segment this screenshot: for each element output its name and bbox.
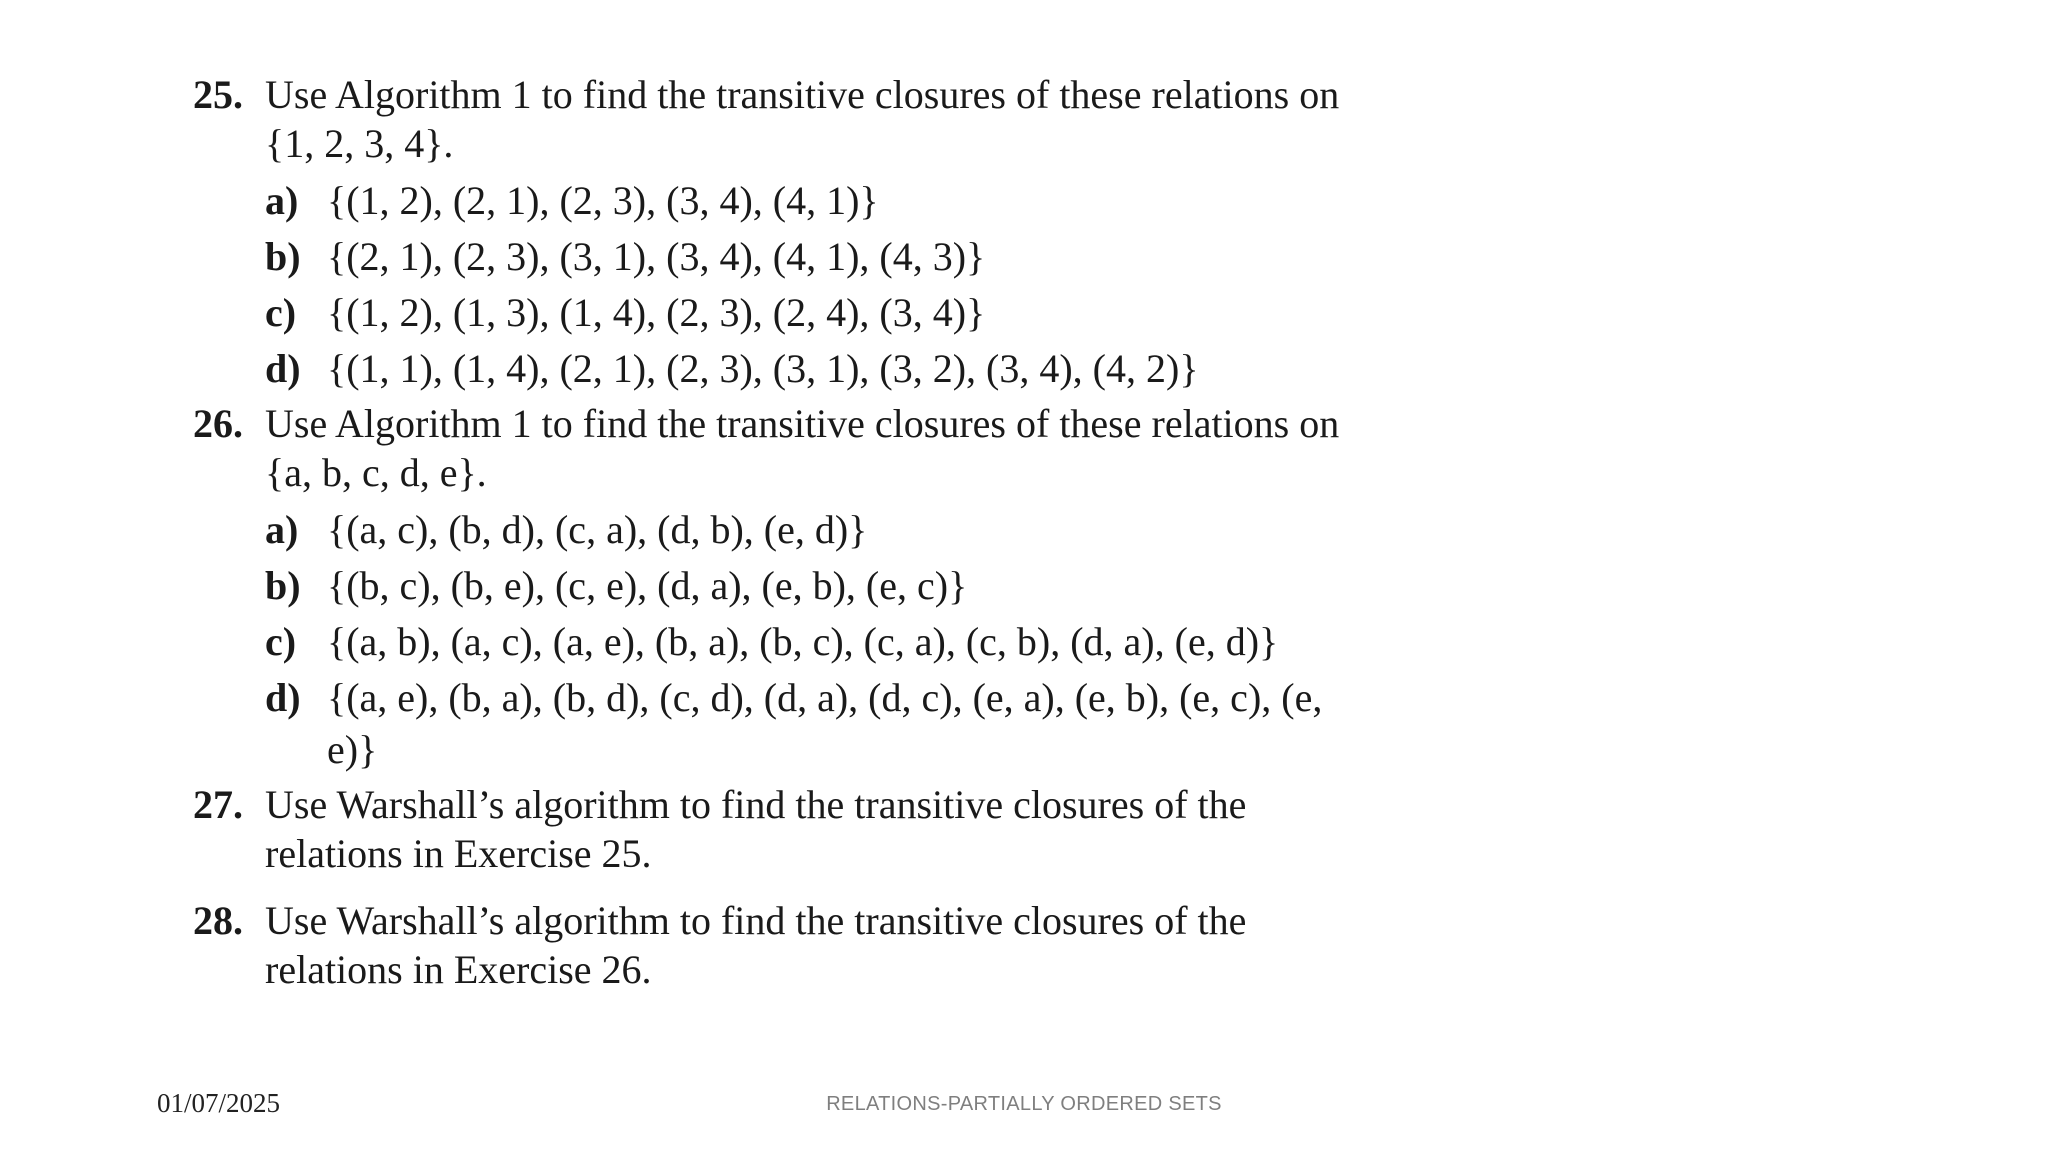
part-text: {(b, c), (b, e), (c, e), (d, a), (e, b), (e, c)}	[327, 563, 968, 608]
part-label: d)	[265, 346, 301, 391]
part-label: a)	[265, 507, 299, 552]
exercise-text: Use Algorithm 1 to find the transitive closures of these relations on {a, b, c, d, e}.	[265, 401, 1340, 495]
part-label: b)	[265, 563, 301, 608]
exercise-27	[193, 780, 1343, 878]
exercise-part-c	[265, 616, 1343, 668]
exercise-number: 28.	[193, 898, 243, 943]
exercise-text: Use Algorithm 1 to find the transitive closures of these relations on {1, 2, 3, 4}.	[265, 72, 1340, 166]
exercise-number: 26.	[193, 401, 243, 446]
part-label: c)	[265, 619, 297, 664]
exercise-part-a	[265, 504, 1343, 556]
exercise-parts	[265, 504, 1343, 776]
exercise-text: Use Warshall’s algorithm to find the transitive closures of the relations in Exercise 25.	[265, 782, 1247, 876]
part-text: {(1, 2), (2, 1), (2, 3), (3, 4), (4, 1)}	[327, 178, 879, 223]
exercise-text: Use Warshall’s algorithm to find the transitive closures of the relations in Exercise 26.	[265, 898, 1247, 992]
exercise-part-d	[265, 343, 1343, 395]
part-text: {(a, c), (b, d), (c, a), (d, b), (e, d)}	[327, 507, 868, 552]
exercise-number: 27.	[193, 782, 243, 827]
exercise-28	[193, 896, 1343, 994]
exercise-parts	[265, 175, 1343, 395]
exercise-part-c	[265, 287, 1343, 339]
part-text: {(a, e), (b, a), (b, d), (c, d), (d, a), (d, c), (e, a), (e, b), (e, c), (e, e)}	[327, 675, 1323, 772]
part-text: {(2, 1), (2, 3), (3, 1), (3, 4), (4, 1), (4, 3)}	[327, 234, 986, 279]
footer-date: 01/07/2025	[157, 1088, 281, 1118]
exercise-number: 25.	[193, 72, 243, 117]
exercise-part-b	[265, 231, 1343, 283]
exercise-part-d	[265, 672, 1343, 776]
part-text: {(1, 2), (1, 3), (1, 4), (2, 3), (2, 4), (3, 4)}	[327, 290, 986, 335]
part-label: a)	[265, 178, 299, 223]
exercise-26	[193, 399, 1343, 776]
part-text: {(a, b), (a, c), (a, e), (b, a), (b, c), (c, a), (c, b), (d, a), (e, d)}	[327, 619, 1279, 664]
part-label: d)	[265, 675, 301, 720]
footer-title: RELATIONS-PARTIALLY ORDERED SETS	[826, 1093, 1222, 1115]
part-label: b)	[265, 234, 301, 279]
exercise-part-a	[265, 175, 1343, 227]
exercise-part-b	[265, 560, 1343, 612]
exercise-list	[193, 70, 1343, 994]
exercise-25	[193, 70, 1343, 395]
part-text: {(1, 1), (1, 4), (2, 1), (2, 3), (3, 1), (3, 2), (3, 4), (4, 2)}	[327, 346, 1199, 391]
part-label: c)	[265, 290, 297, 335]
